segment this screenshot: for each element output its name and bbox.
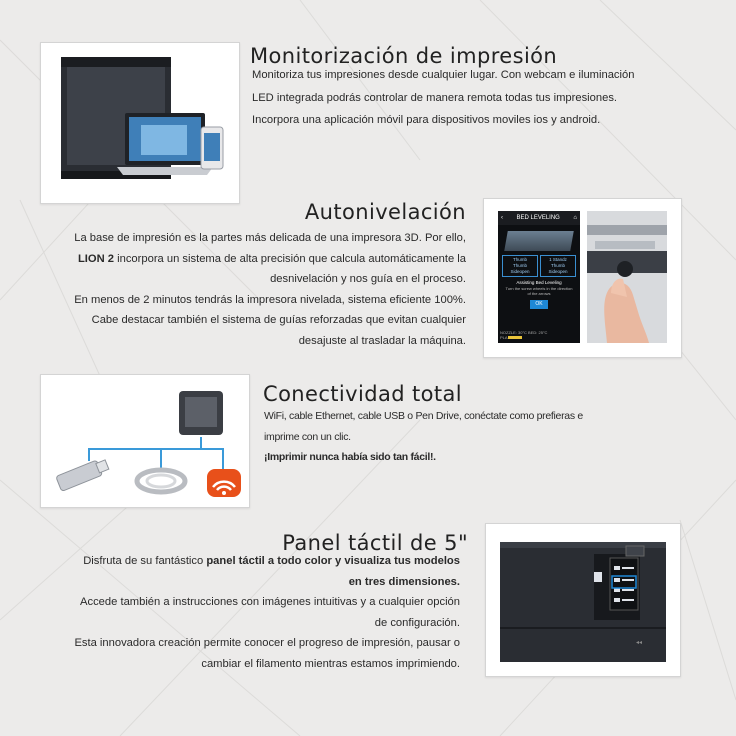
printer-with-devices-illustration: [41, 43, 239, 203]
panel-line-4: de configuración.: [374, 616, 460, 629]
panel-image-card: [485, 523, 681, 677]
leveling-hint: Turn the screw wheels in the direction of the arrows: [505, 286, 573, 296]
autolevel-line-4: En menos de 2 minutos tendrás la impresora nivelada, sistema eficiente 100%.: [74, 293, 466, 306]
autolevel-title: Autonivelación: [304, 200, 466, 224]
panel-title: Panel táctil de 5": [282, 531, 468, 555]
monitor-line-2: LED integrada podrás controlar de manera remota todas tus impresiones.: [252, 91, 618, 104]
monitor-description: [252, 65, 692, 131]
leveling-status: Assisting Bed Leveling: [516, 280, 562, 285]
connect-image-card: [40, 374, 250, 508]
product-name: LION 2: [77, 252, 115, 265]
monitor-line-3: Incorpora una aplicación móvil para dispositivos moviles ios y android.: [252, 114, 601, 126]
hand-adjusting-screw-photo: [587, 211, 667, 343]
monitor-line-1: Monitoriza tus impresiones desde cualquier lugar. Con webcam e iluminación: [252, 69, 635, 81]
printer-touch-panel-photo: [486, 524, 680, 676]
bed-plate: [504, 231, 574, 251]
screen-title: BED LEVELING: [516, 215, 560, 221]
autolevel-image-card: [483, 198, 682, 358]
wifi-icon: [207, 469, 241, 497]
bed-leveling-screen: [498, 211, 580, 343]
screen-back-icon: ‹: [501, 215, 503, 221]
screen-home-icon: ⌂: [573, 215, 577, 221]
panel-line-3: Accede también a instrucciones con imágenes intuitivas y a cualquier opción: [80, 596, 460, 608]
screen-footer: NOZZLE: 30°C BED: 25°C PLA: [500, 330, 548, 340]
monitor-image-card: [40, 42, 240, 204]
panel-line-1: Disfruta de su fantástico panel táctil a todo color y visualiza tus modelos: [83, 555, 460, 567]
panel-line-6: cambiar el filamento mientras estamos imprimiendo.: [201, 657, 460, 670]
connect-line-3: ¡Imprimir nunca había sido tan fácil!.: [264, 451, 436, 463]
connect-title: Conectividad total: [263, 382, 463, 406]
connectivity-illustration: [41, 375, 249, 507]
autolevel-line-1: La base de impresión es la partes más delicada de una impresora 3D. Por ello,: [74, 232, 466, 244]
panel-highlight: panel táctil a todo color y visualiza tus modelos: [206, 555, 460, 567]
panel-line-2: en tres dimensiones.: [348, 575, 460, 588]
connect-line-1: WiFi, cable Ethernet, cable USB o Pen Drive, conéctate como prefieras e: [264, 410, 583, 422]
autolevel-line-6: desajuste al trasladar la máquina.: [298, 334, 466, 347]
monitor-title: Monitorización de impresión: [250, 44, 558, 68]
autolevel-description: [30, 228, 466, 351]
autolevel-line-3: desnivelación y nos guía en el proceso.: [270, 273, 466, 285]
panel-description: [24, 551, 460, 674]
connect-description: [264, 406, 684, 468]
screw-button-left: Thumb Thumb Sideopen: [502, 255, 538, 277]
autolevel-line-5: Cabe destacar también el sistema de guías reforzadas que evitan cualquier: [91, 314, 466, 326]
panel-line-5: Esta innovadora creación permite conocer el progreso de impresión, pausar o: [74, 637, 460, 649]
connect-line-2: imprime con un clic.: [264, 430, 351, 443]
autolevel-line-2: [30, 249, 466, 270]
screen-ok-button: OK: [530, 300, 548, 309]
screw-button-right: 1 Standz Thumb Sideopen: [540, 255, 576, 277]
autolevel-line-2-rest: incorpora un sistema de alta precisión que calcula automáticamente la: [114, 252, 466, 265]
svg-text:◂◂: ◂◂: [636, 640, 643, 646]
screen-header: [498, 211, 580, 225]
